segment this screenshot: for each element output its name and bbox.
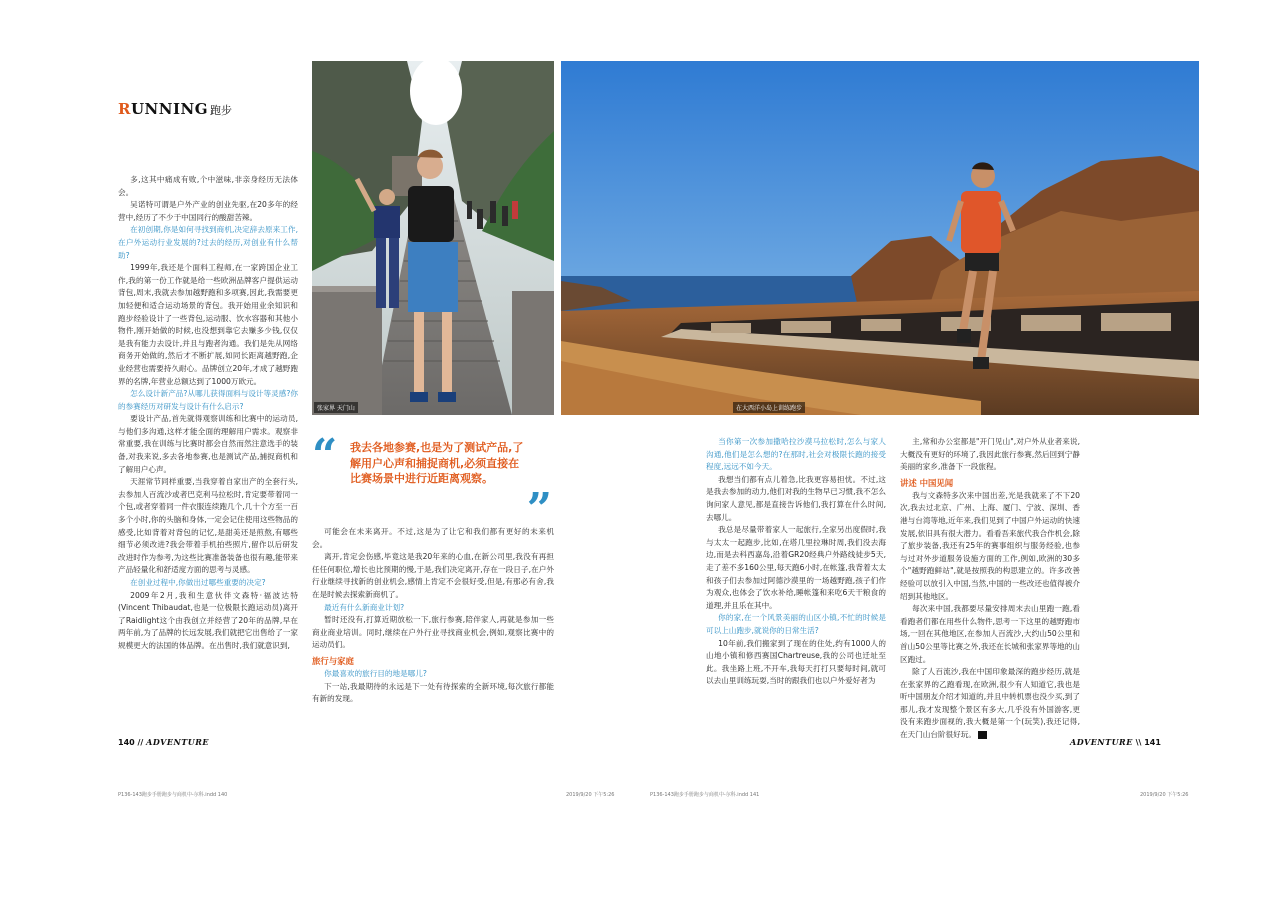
body-paragraph: 要设计产品,首先就得观察训练和比赛中的运动员,与他们多沟通,这样才能全面的理解用户需求。观察非常重要,我在训练与比赛时都会自然而然注意选手的装备,对我来说,多去各地参赛,也是测试产品,捕捉商机和了解用户心声。: [118, 414, 298, 474]
page-number-right: 141: [1144, 738, 1161, 747]
left-text-column: [118, 174, 298, 653]
footer-date-right: 2019/9/20 下午5:26: [1140, 792, 1189, 798]
body-paragraph: 离开,肯定会伤感,毕竟这是我20年来的心血,在新公司里,我没有再担任任何职位,增长也比预期的慢,于是,我们决定离开,存在一段日子,在户外行业继续寻找新的创业机会,感情上肯定不会很好受,但是,有那必有舍,我在是时候去探索新商机了。: [312, 552, 554, 599]
page-number-left: 140: [118, 738, 135, 747]
body-paragraph: 10年前,我们搬家到了现在的住处,约有1000人的山地小镇和修西赛国Chartreuse,我的公司也迁址至此。我坐路上班,不开车,我每天打打只要每时间,就可以去山里训练玩耍,当时的跟我们也以户外爱好者为: [706, 638, 886, 686]
magazine-name-left: ADVENTURE: [146, 737, 209, 747]
body-paragraph: 每次来中国,我都要尽量安排周末去山里跑一跑,看看跑者们都在用些什么物件,思考一下这里的越野跑市场,一回在其他地区,在参加人百流沙,大约山50公里和首山50公里等比赛之外,我还在长城和张家界等地的山区跑过。: [900, 604, 1080, 664]
photo-tianmen-stairs: [312, 61, 554, 415]
quote-close-icon: ”: [526, 484, 552, 535]
body-paragraph: 下一站,我最期待的永远是下一处有待探索的全新环境,每次旅行都能有新的发现。: [312, 681, 554, 704]
right-text-column-1: [706, 436, 886, 688]
section-header: [118, 100, 232, 118]
body-paragraph: 主,常和办公室都是"开门见山",对户外从业者来说,大概没有更好的环境了,我因此旅行参赛,然后回到宁静美丽的家乡,准备下一段旅程。: [900, 437, 1080, 472]
subsection-heading: 旅行与家庭: [312, 655, 354, 666]
interview-question: 怎么设计新产品?从哪儿获得面料与设计等灵感?你的参赛经历对研发与设计有什么启示?: [118, 389, 298, 411]
section-brand: RUNNING: [118, 100, 209, 118]
right-text-column-2: [900, 436, 1080, 742]
interview-question: 在初创期,你是如何寻找到商机,决定辞去原来工作,在户外运动行业发展的?过去的经历,对创业有什么帮助?: [118, 225, 298, 260]
interview-question: 在创业过程中,你做出过哪些重要的决定?: [130, 578, 266, 587]
body-paragraph: 天涯常节同样重要,当我穿着自家出产的全套行头,去参加人百流沙或者巴克利马拉松时,肯定要带着同一个包,或者穿着同一件衣服连续跑几个,几十个方至一百多个小时,你的头脑和身体,一定会记住使用这些物品的感受,比如背着对背包的记忆,是甜美还是煎熬,有哪些细节必须改进?我会带着手机拍些照片,留作以后研发改进时作为参考,为这些比赛准备装备也很有趣,能带来产品轻量化和舒适度方面的思考与灵感。: [118, 477, 298, 575]
folio-separator-left: //: [137, 738, 147, 747]
article-end-icon: A: [978, 731, 987, 739]
footer-date-left: 2019/9/20 下午5:26: [566, 792, 615, 798]
pull-quote: [312, 430, 554, 535]
subsection-heading: 讲述 中国见闻: [900, 477, 954, 488]
middle-text-column: [312, 526, 554, 706]
footer-file-right: P136-143跑步手册跑步与商机中-尔科.indd 141: [650, 792, 760, 798]
body-paragraph: 我与文森特多次来中国出差,光是我就来了不下20次,我去过北京、广州、上海、厦门、宁波、深圳、香港与台湾等地,近年来,我们见到了中国户外运动的快速发展,依旧具有很大潜力。看看吾来旅代我合作机会,除了旅步装备,我还有25年的赛事组织与服务经验,也参与过对外步道服务设施方面的工作,例如,欧洲的30多个"越野跑鲜站",就是按照我的构思建立的。许多改善经验可以放引入中国,当然,中国的一些改还也值得被介绍到其他地区。: [900, 490, 1080, 601]
interview-question: 最近有什么新商业计划?: [324, 602, 405, 612]
photo-right-caption: 在大西洋小岛上训练跑步: [733, 402, 805, 413]
interview-question: 你的家,在一个风景美丽的山区小镇,不忙的时候是可以上山跑步,就说你的日常生活?: [706, 613, 886, 635]
interview-question: 你最喜欢的旅行目的地是哪儿?: [324, 668, 427, 678]
body-paragraph: 2009年2月,我和生意伙伴文森特·福波达特(Vincent Thibaudat,也是一位极限长跑运动员)离开了Raidlight这个由我创立并经营了20年的品牌,早在两年前,为了品牌的长远发展,我们就把它出售给了一家规模更大的法国的体品牌。在出售时,我们就意识到,: [118, 590, 298, 650]
folio-left: [118, 737, 209, 747]
quote-open-icon: “: [312, 430, 338, 481]
magazine-name-right: ADVENTURE: [1070, 737, 1133, 747]
folio-right: [1070, 737, 1161, 747]
body-paragraph: 1999年,我还是个面料工程师,在一家跨国企业工作,我的第一份工作就是给一些欧洲品牌客户提供运动背包,周末,我就去参加越野跑和多项赛,因此,我需要更加轻便和适合运动场景的背包。我开始用业余知识和跑步经验设计了一些背包,运动服、饮水容器和其他小物件,刚开始做的时候,也没想到靠它去赚多少钱,仅仅是我有能力去设计,并且与跑者沟通。我们是先从网络商务开始做的,然后才不断扩展,如同长距离越野跑,企业经营也需要持久耐心。品牌创立20年,才成了越野跑界的名牌,年营业总额达到了1000万欧元。: [118, 263, 298, 386]
interview-question: 当你第一次参加撒哈拉沙漠马拉松时,怎么与家人沟通,他们是怎么想的?在那时,社会对极限长跑的接受程度,远远不如今天。: [706, 437, 886, 472]
photo-coastal-runner: [561, 61, 1199, 415]
body-paragraph: 我想当们都有点儿着急,比我更容易担忧。不过,这是我去参加的动力,他们对我的生物早已习惯,我不怎么询问家人意见,都是直接告诉他们,我打算在什么时间,去哪儿。: [706, 474, 886, 522]
body-paragraph: 多,这其中痛成有败,个中滋味,非亲身经历无法体会。: [118, 175, 298, 197]
pull-quote-text: 我去各地参赛,也是为了测试产品,了解用户心声和捕捉商机,必须直接在比赛场景中进行近距离观察。: [350, 441, 524, 485]
body-paragraph: 除了人百流沙,我在中国印象最深的跑步经历,就是在张家界的乙跑看现,在欧洲,很少有人知道它,我也是听中国朋友介绍才知道的,并且中转机票也没少买,到了那儿,我才发现整个景区有多大,几乎没有外国游客,更没有来跑步面视的,我大概是第一个(玩笑),我还记得,在天门山台阶很好玩。 A: [900, 667, 1080, 740]
footer-file-left: P136-143跑步手册跑步与商机中-尔科.indd 140: [118, 792, 228, 798]
body-paragraph: 可能会在未来离开。不过,这是为了让它和我们都有更好的未来机会。: [312, 527, 554, 549]
photo-left-caption: 张家界 天门山: [314, 402, 358, 413]
photo-stairs-illustration: [312, 61, 554, 415]
section-title-cn: 跑步: [210, 104, 233, 117]
body-paragraph: 吴诺特可谓是户外产业的创业先驱,在20多年的经营中,经历了不少于中国同行的酸甜苦辣。: [118, 200, 298, 222]
folio-separator-right: \\: [1135, 738, 1145, 747]
body-paragraph: 我总是尽量带着家人一起旅行,全家另出度假时,我与太太一起跑步,比如,在塔几里拉琳时周,我们没去海边,而是去科西嘉岛,沿着GR20经典户外路线徒步5天,走了差不多160公里,每天跑6小时,在帐篷,我背着太太和孩子们去参加过阿德沙漠里的一场越野跑,孩子们作为观众,也体会了饮水补给,睡帐篷和来吃6天干粮食的道理,并且乐在其中。: [706, 525, 886, 610]
photo-runner-illustration: [561, 61, 1199, 415]
body-paragraph: 暂时还没有,打算近期放松一下,旅行参赛,陪伴家人,再就是参加一些商业商业培训。同时,继续在户外行业寻找商业机会,例如,观察比赛中的运动员们。: [312, 615, 554, 650]
